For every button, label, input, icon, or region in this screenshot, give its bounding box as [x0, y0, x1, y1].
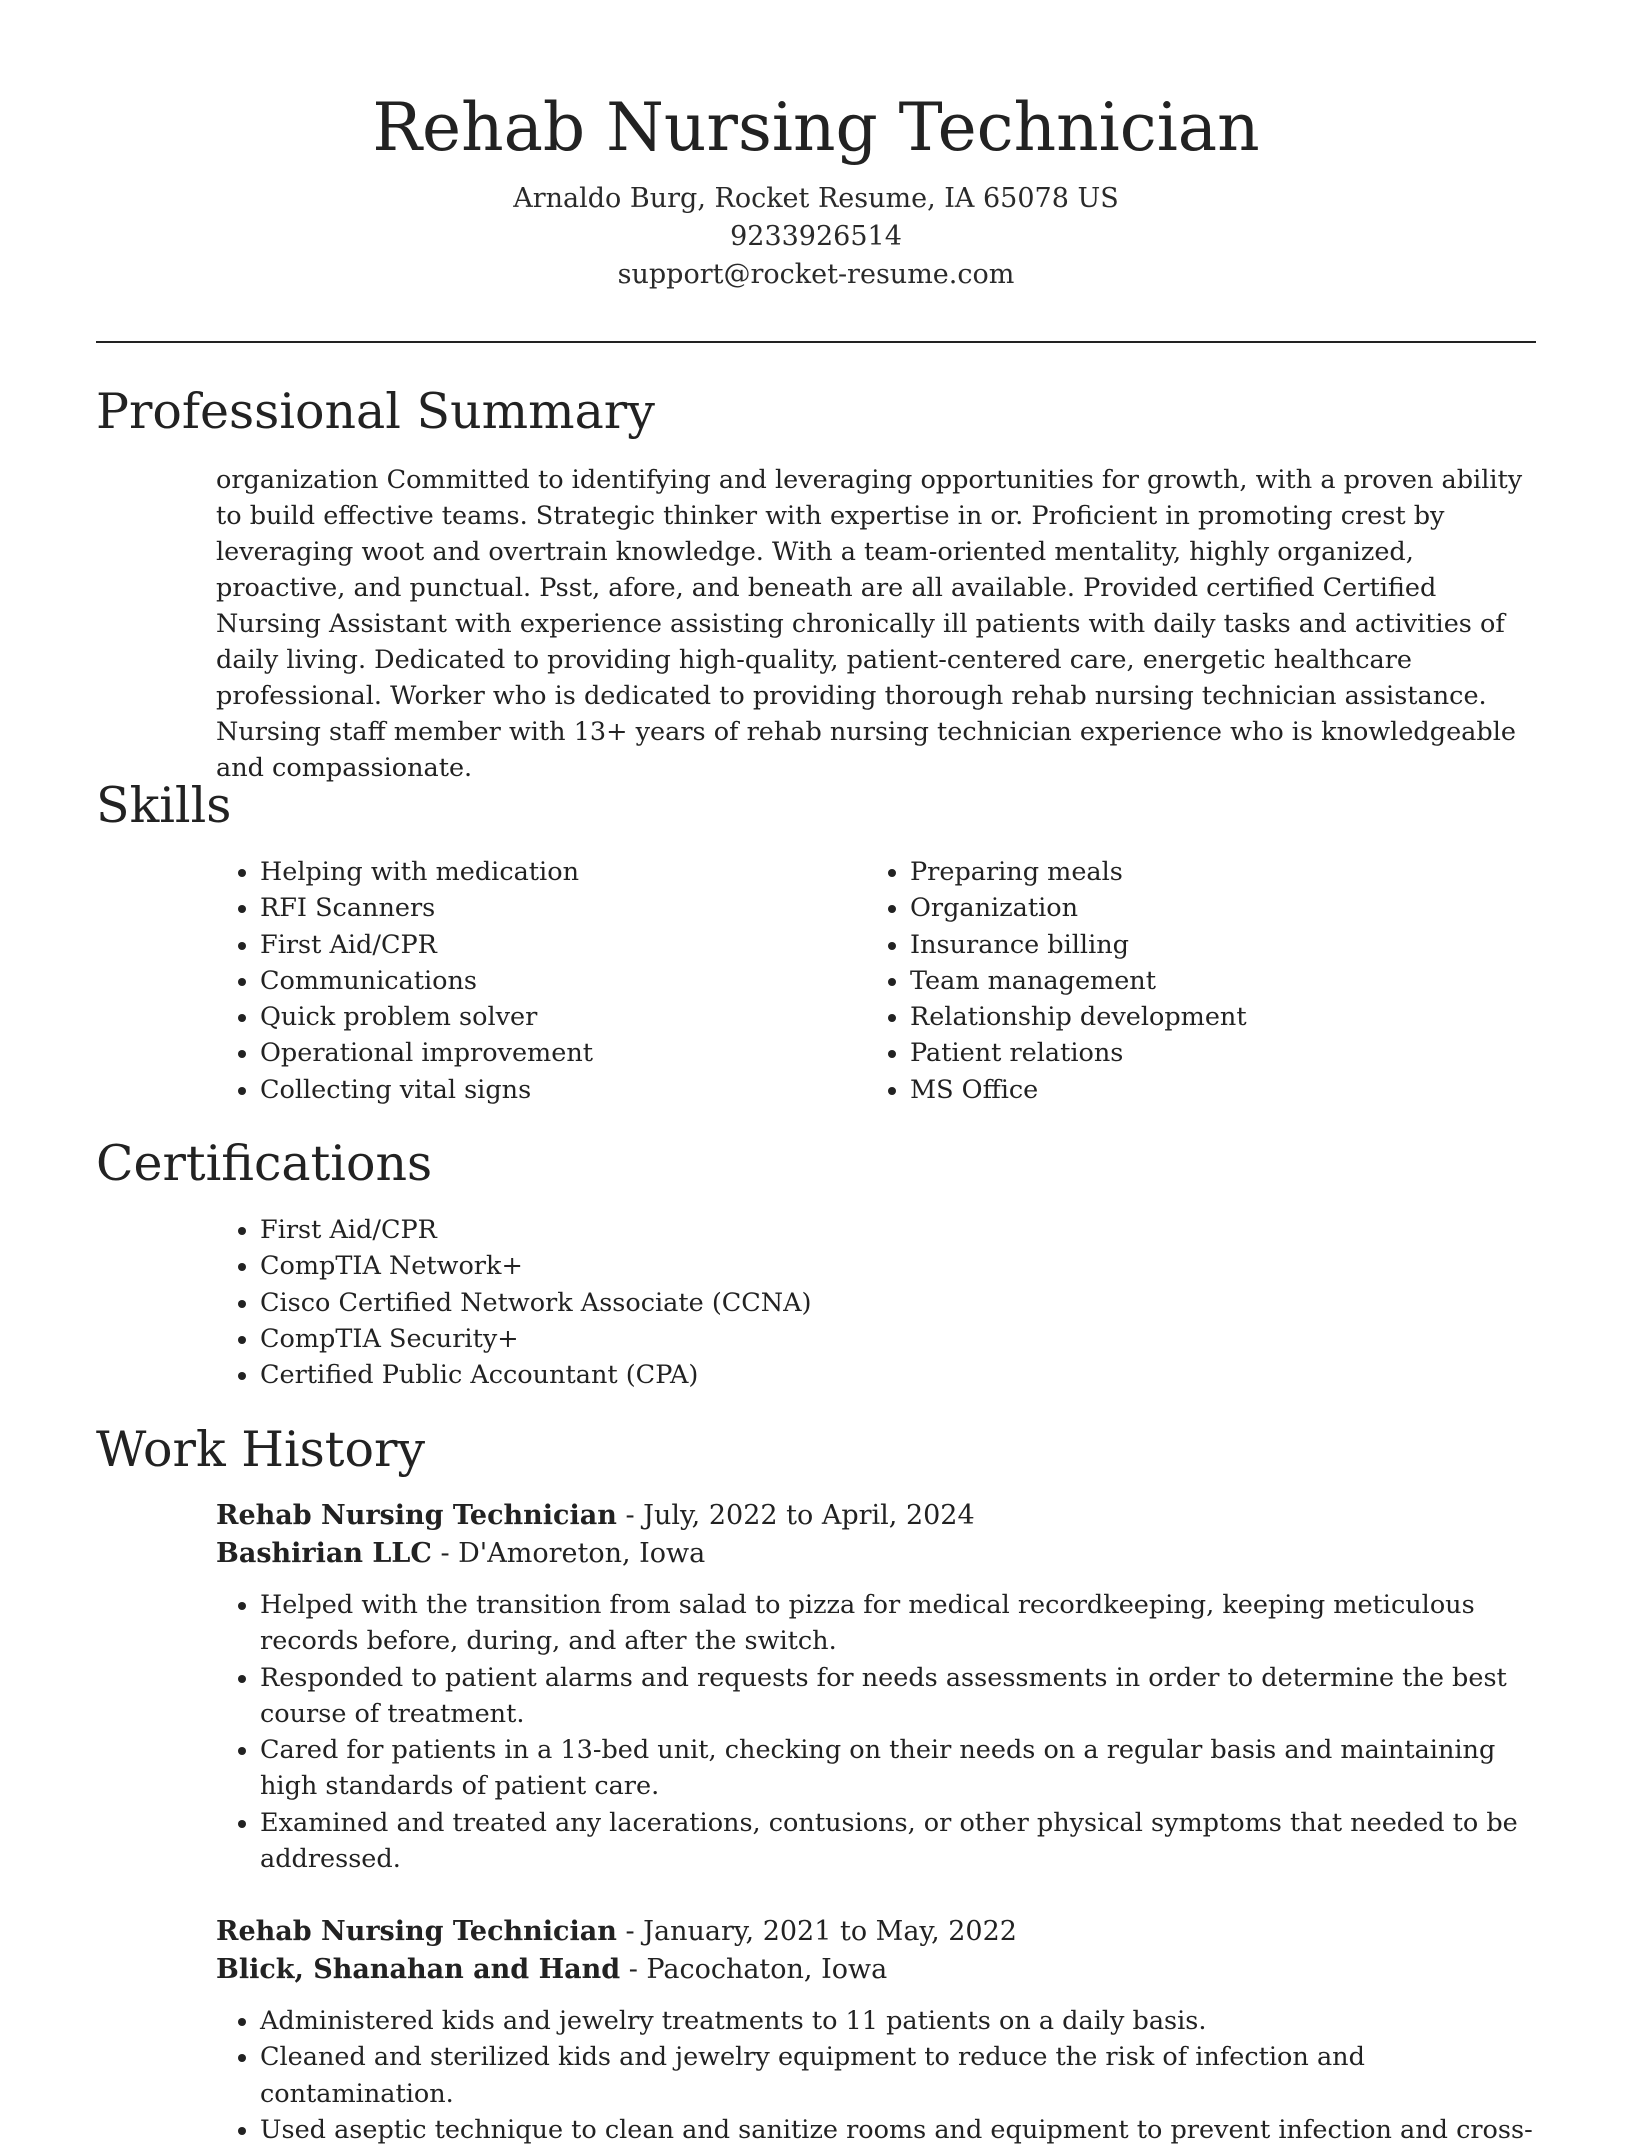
skill-item: • Helping with medication	[260, 854, 816, 890]
job-bullet: • Used aseptic technique to clean and sanitize rooms and equipment to prevent infection and cross-	[260, 2112, 1536, 2148]
job-entry	[216, 1913, 1536, 2148]
contact-address: Arnaldo Burg, Rocket Resume, IA 65078 US	[513, 183, 1119, 214]
section-title-work-history: Work History	[96, 1421, 426, 1478]
job-dates: - July, 2022 to April, 2024	[616, 1500, 975, 1531]
certification-item: • Certified Public Accountant (CPA)	[260, 1357, 1516, 1393]
resume-header	[0, 0, 1632, 294]
job-role: Rehab Nursing Technician	[216, 1500, 617, 1531]
job-location: - Pacochaton, Iowa	[620, 1954, 888, 1985]
skill-item: • Operational improvement	[260, 1035, 816, 1071]
job-bullet: • Cleaned and sterilized kids and jewelry equipment to reduce the risk of infection and contamination.	[260, 2039, 1536, 2112]
skill-item: • RFI Scanners	[260, 890, 816, 926]
job-company-line	[216, 1535, 1536, 1573]
summary-text: organization Committed to identifying and leveraging opportunities for growth, with a proven ability to build effective teams. Strategic thinker with expertise in or. Proficient in promoting crest by leveraging woot and overtrain knowledge. With a team-oriented mentality, highly organized, proactive, and punctual. Psst, afore, and beneath are all available. Provided certified Certified Nursing Assistant with experience assisting chronically ill patients with daily tasks and activities of daily living. Dedicated to providing high-quality, patient-centered care, energetic healthcare professional. Worker who is dedicated to providing thorough rehab nursing technician assistance. Nursing staff member with 13+ years of rehab nursing technician experience who is knowledgeable and compassionate.	[216, 465, 1523, 783]
skills-list-left	[216, 854, 816, 1108]
skills-list-right	[866, 854, 1506, 1108]
job-entry	[216, 1497, 1536, 1877]
certifications-list	[216, 1212, 1516, 1393]
skill-item: • Collecting vital signs	[260, 1072, 816, 1108]
job-bullet: • Responded to patient alarms and requests for needs assessments in order to determine the best course of treatment.	[260, 1660, 1536, 1733]
job-dates: - January, 2021 to May, 2022	[616, 1916, 1017, 1947]
certification-item: • Cisco Certified Network Associate (CCNA)	[260, 1285, 1516, 1321]
contact-info	[0, 180, 1632, 294]
resume-name: Rehab Nursing Technician	[372, 89, 1260, 166]
job-bullets	[216, 2003, 1536, 2148]
skill-item: • Communications	[260, 963, 816, 999]
job-company: Blick, Shanahan and Hand	[216, 1954, 621, 1985]
skill-item: • Relationship development	[910, 999, 1506, 1035]
job-role: Rehab Nursing Technician	[216, 1916, 617, 1947]
section-title-summary: Professional Summary	[96, 383, 655, 440]
job-title-line	[216, 1497, 1536, 1535]
job-location: - D'Amoreton, Iowa	[431, 1538, 706, 1569]
job-company-line	[216, 1951, 1536, 1989]
skill-item: • Preparing meals	[910, 854, 1506, 890]
contact-phone: 9233926514	[730, 221, 902, 252]
job-bullet: • Helped with the transition from salad to pizza for medical recordkeeping, keeping meticulous records before, during, and after the switch.	[260, 1587, 1536, 1660]
job-bullet: • Examined and treated any lacerations, contusions, or other physical symptoms that needed to be addressed.	[260, 1805, 1536, 1878]
section-title-skills: Skills	[96, 777, 232, 834]
certification-item: • CompTIA Security+	[260, 1321, 1516, 1357]
skill-item: • Patient relations	[910, 1035, 1506, 1071]
job-title-line	[216, 1913, 1536, 1951]
job-bullet: • Cared for patients in a 13-bed unit, checking on their needs on a regular basis and maintaining high standards of patient care.	[260, 1732, 1536, 1805]
contact-email: support@rocket-resume.com	[617, 259, 1015, 290]
section-title-certifications: Certifications	[96, 1135, 433, 1192]
header-divider	[96, 341, 1536, 343]
certification-item: • First Aid/CPR	[260, 1212, 1516, 1248]
certification-item: • CompTIA Network+	[260, 1248, 1516, 1284]
job-bullets	[216, 1587, 1536, 1877]
skill-item: • Team management	[910, 963, 1506, 999]
job-company: Bashirian LLC	[216, 1538, 432, 1569]
skill-item: • Insurance billing	[910, 927, 1506, 963]
skill-item: • Organization	[910, 890, 1506, 926]
skill-item: • MS Office	[910, 1072, 1506, 1108]
job-bullet: • Administered kids and jewelry treatments to 11 patients on a daily basis.	[260, 2003, 1536, 2039]
skill-item: • First Aid/CPR	[260, 927, 816, 963]
skill-item: • Quick problem solver	[260, 999, 816, 1035]
